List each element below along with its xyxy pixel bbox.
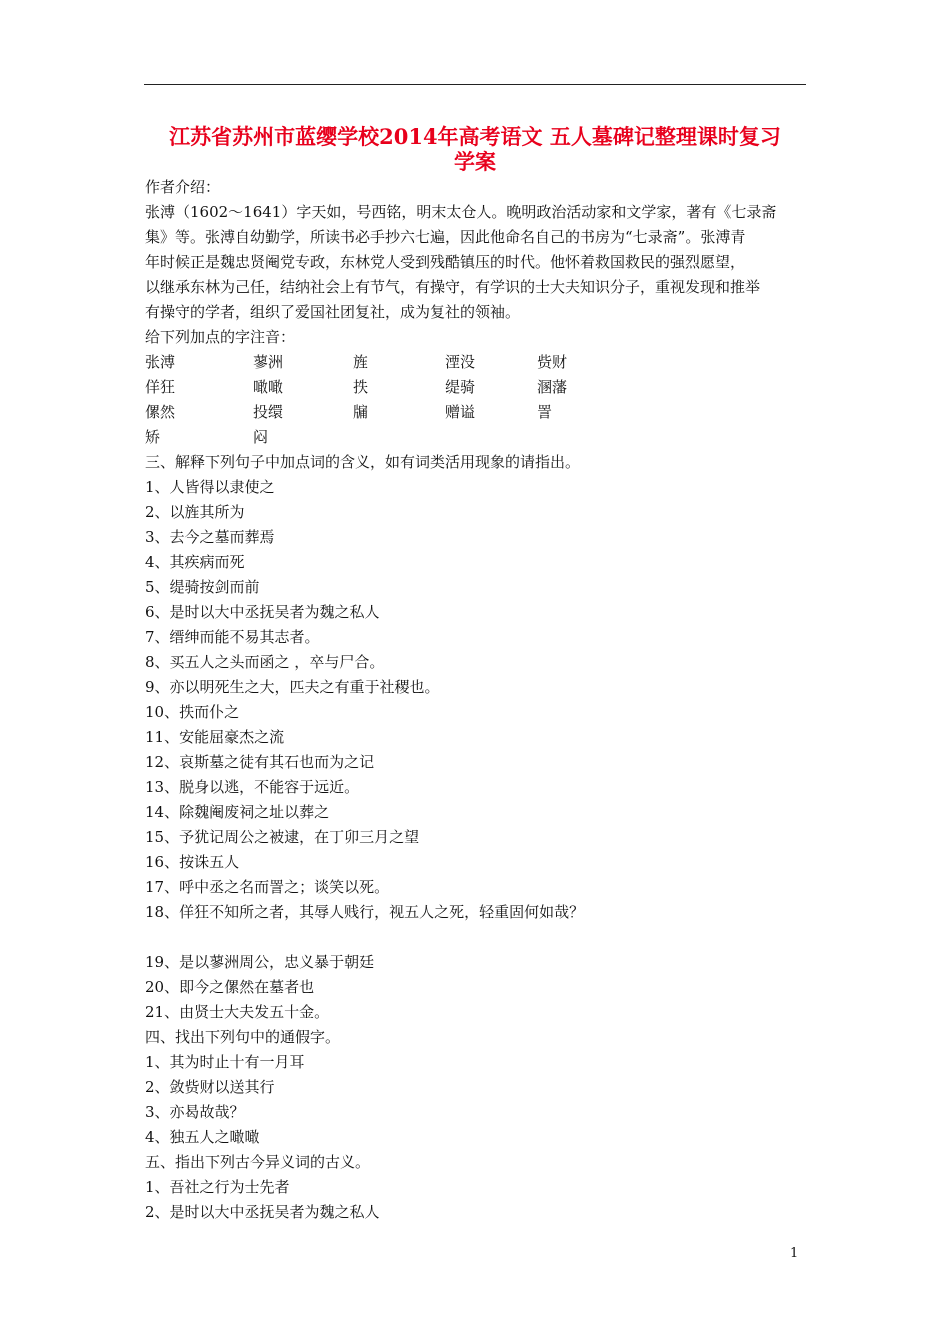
question-item: 13、脱身以逃，不能容于远近。 xyxy=(145,778,360,796)
document-title xyxy=(144,124,806,174)
pinyin-word: 噉噉 xyxy=(253,378,284,396)
question-item: 3、亦曷故哉？ xyxy=(145,1103,245,1121)
question-item: 18、佯狂不知所之者，其辱人贱行，视五人之死，轻重固何如哉？ xyxy=(145,903,585,921)
question-item: 4、其疾病而死 xyxy=(145,553,245,571)
header-rule xyxy=(144,84,806,85)
question-item: 20、即今之傫然在墓者也 xyxy=(145,978,315,996)
question-item: 16、按诛五人 xyxy=(145,853,240,871)
question-item: 3、去今之墓而葬焉 xyxy=(145,528,275,546)
question-item: 5、缇骑按剑而前 xyxy=(145,578,260,596)
question-item: 7、缙绅而能不易其志者。 xyxy=(145,628,320,646)
question-item: 1、吾社之行为士先者 xyxy=(145,1178,290,1196)
pinyin-word: 投缳 xyxy=(253,403,284,421)
question-item: 2、是时以大中丞抚吴者为魏之私人 xyxy=(145,1203,380,1221)
question-item: 8、买五人之头而函之 ，卒与尸合。 xyxy=(145,653,385,671)
pinyin-word: 赠谥 xyxy=(445,403,476,421)
question-item: 4、独五人之噉噉 xyxy=(145,1128,260,1146)
question-item: 21、由贤士大夫发五十金。 xyxy=(145,1003,330,1021)
question-item: 17、呼中丞之名而詈之；谈笑以死。 xyxy=(145,878,390,896)
pinyin-row xyxy=(145,425,810,450)
pinyin-word: 牖 xyxy=(353,403,369,421)
section-4-heading: 四、找出下列句中的通假字。 xyxy=(145,1028,341,1046)
intro-heading: 作者介绍： xyxy=(145,178,221,196)
question-item: 12、哀斯墓之徒有其石也而为之记 xyxy=(145,753,375,771)
page-number: 1 xyxy=(790,1246,799,1261)
pinyin-word: 溷藩 xyxy=(537,378,568,396)
section-3-heading: 三、解释下列句子中加点词的含义，如有词类活用现象的请指出。 xyxy=(145,453,581,471)
pinyin-word: 闷 xyxy=(253,428,269,446)
pinyin-word: 赀财 xyxy=(537,353,568,371)
document-body xyxy=(145,175,810,1225)
pinyin-row xyxy=(145,350,810,375)
question-item: 9、亦以明死生之大，匹夫之有重于社稷也。 xyxy=(145,678,440,696)
pinyin-word: 旌 xyxy=(353,353,369,371)
pinyin-word: 矫 xyxy=(145,428,161,446)
intro-line: 有操守的学者，组织了爱国社团复社，成为复社的领袖。 xyxy=(145,303,521,321)
pinyin-word: 抶 xyxy=(353,378,369,396)
question-item: 15、予犹记周公之被逮，在丁卯三月之望 xyxy=(145,828,420,846)
pinyin-heading: 给下列加点的字注音： xyxy=(145,328,296,346)
pinyin-row xyxy=(145,375,810,400)
question-item: 2、敛赀财以送其行 xyxy=(145,1078,275,1096)
title-line-1: 江苏省苏州市蓝缨学校2014年高考语文 五人墓碑记整理课时复习 xyxy=(169,124,781,149)
question-item: 6、是时以大中丞抚吴者为魏之私人 xyxy=(145,603,380,621)
pinyin-word: 湮没 xyxy=(445,353,476,371)
pinyin-word: 詈 xyxy=(537,403,553,421)
intro-line: 年时候正是魏忠贤阉党专政，东林党人受到残酷镇压的时代。他怀着救国救民的强烈愿望， xyxy=(145,253,746,271)
pinyin-word: 傫然 xyxy=(145,403,176,421)
pinyin-word: 张溥 xyxy=(145,353,176,371)
pinyin-word: 缇骑 xyxy=(445,378,476,396)
question-item: 2、以旌其所为 xyxy=(145,503,245,521)
section-5-heading: 五、指出下列古今异义词的古义。 xyxy=(145,1153,371,1171)
question-item: 1、人皆得以隶使之 xyxy=(145,478,275,496)
intro-line: 以继承东林为己任，结纳社会上有节气，有操守，有学识的士大夫知识分子，重视发现和推举 xyxy=(145,278,761,296)
question-item: 11、安能屈豪杰之流 xyxy=(145,728,285,746)
intro-line: 张溥（1602～1641）字天如，号西铭，明末太仓人。晚明政治活动家和文学家，著有《七录斋 xyxy=(145,203,777,221)
question-item: 1、其为时止十有一月耳 xyxy=(145,1053,305,1071)
blank-line xyxy=(145,925,810,950)
question-item: 19、是以蓼洲周公，忠义暴于朝廷 xyxy=(145,953,375,971)
question-item: 10、抶而仆之 xyxy=(145,703,240,721)
intro-line: 集》等。张溥自幼勤学，所读书必手抄六七遍，因此他命名自己的书房为“七录斋”。张溥青 xyxy=(145,228,746,246)
pinyin-word: 佯狂 xyxy=(145,378,176,396)
pinyin-row xyxy=(145,400,810,425)
question-item: 14、除魏阉废祠之址以葬之 xyxy=(145,803,330,821)
title-line-2: 学案 xyxy=(454,149,496,174)
pinyin-word: 蓼洲 xyxy=(253,353,284,371)
